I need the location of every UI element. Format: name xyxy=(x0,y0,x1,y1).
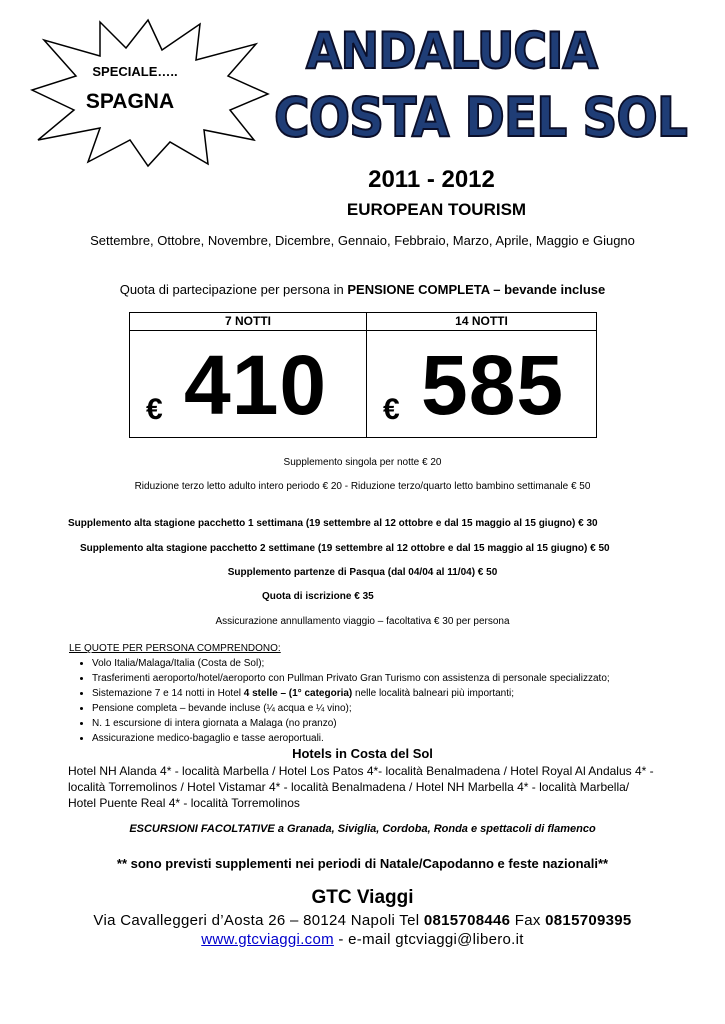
holiday-notice: ** sono previsti supplementi nei periodi di Natale/Capodanno e feste nazionali** xyxy=(116,856,609,871)
fax-number: 0815709395 xyxy=(545,912,632,929)
hotels-title: Hotels in Costa del Sol xyxy=(292,746,433,761)
company-name: GTC Viaggi xyxy=(311,887,414,908)
include-item: • Assicurazione medico-bagaglio e tasse aeroportuali. xyxy=(92,732,712,746)
price-label: 14 NOTTI xyxy=(367,313,596,331)
supplement-high-1: Supplemento alta stagione pacchetto 1 settimana (19 settembre al 12 ottobre e dal 15 maggio al 15 giugno) € 30 xyxy=(68,518,598,529)
company-contacts: www.gtcviaggi.com - e-mail gtcviaggi@libero.it xyxy=(201,931,524,948)
hotels-list xyxy=(68,763,668,811)
website-link[interactable]: www.gtcviaggi.com xyxy=(201,931,334,948)
company-address: Via Cavalleggeri d’Aosta 26 – 80124 Napoli Tel 0815708446 Fax 0815709395 xyxy=(93,912,632,929)
supplement-single: Supplemento singola per notte € 20 xyxy=(283,457,442,468)
includes-heading: LE QUOTE PER PERSONA COMPRENDONO: xyxy=(69,643,281,654)
phone-number: 0815708446 xyxy=(423,912,511,929)
price-column-14 xyxy=(367,313,596,437)
price-label: 7 NOTTI xyxy=(130,313,366,331)
title-andalucia: ANDALUCIA xyxy=(306,22,598,80)
price-amount: 585 xyxy=(421,338,565,432)
price-amount: 410 xyxy=(184,338,328,432)
include-item: • Sistemazione 7 e 14 notti in Hotel 4 stelle – (1° categoria) nelle località balneari più importanti; xyxy=(92,687,712,701)
registration-fee: Quota di iscrizione € 35 xyxy=(262,591,374,602)
hotels-line: Hotel NH Alanda 4* - località Marbella / Hotel Los Patos 4*- località Benalmadena / Hotel Royal Al Andalus 4* - xyxy=(68,764,654,778)
hotels-line: Hotel Puente Real 4* - località Torremolinos xyxy=(68,796,300,810)
insurance-line: Assicurazione annullamento viaggio – facoltativa € 30 per persona xyxy=(215,616,510,627)
badge-spagna: SPAGNA xyxy=(85,90,175,113)
currency-symbol: € xyxy=(146,393,163,426)
years: 2011 - 2012 xyxy=(368,166,495,193)
includes-list xyxy=(52,656,712,747)
currency-symbol: € xyxy=(383,393,400,426)
include-item: • Pensione completa – bevande incluse (¼ acqua e ¼ vino); xyxy=(92,702,712,716)
title-costa-del-sol: COSTA DEL SOL xyxy=(274,86,687,149)
quota-line: Quota di partecipazione per persona in PENSIONE COMPLETA – bevande incluse xyxy=(119,282,606,297)
subtitle: EUROPEAN TOURISM xyxy=(346,200,527,219)
include-item: • Volo Italia/Malaga/Italia (Costa de Sol); xyxy=(92,657,712,671)
include-item: • Trasferimenti aeroporto/hotel/aeroporto con Pullman Privato Gran Turismo con assistenza di personale specializzato; xyxy=(92,672,712,686)
price-column-7 xyxy=(130,313,367,437)
months-line: Settembre, Ottobre, Novembre, Dicembre, Gennaio, Febbraio, Marzo, Aprile, Maggio e Giugno xyxy=(90,233,635,248)
badge-speciale: SPECIALE….. xyxy=(92,64,178,79)
hotels-line: località Torremolinos / Hotel Vistamar 4* - località Benalmadena / Hotel NH Marbella 4* - località Marbella/ xyxy=(68,780,630,794)
supplement-high-2: Supplemento alta stagione pacchetto 2 settimane (19 settembre al 12 ottobre e dal 15 maggio al 15 giugno) € 50 xyxy=(80,543,610,554)
email-address: gtcviaggi@libero.it xyxy=(395,931,524,948)
supplement-reduction: Riduzione terzo letto adulto intero periodo € 20 - Riduzione terzo/quarto letto bambino settimanale € 50 xyxy=(134,481,591,492)
price-table xyxy=(129,312,597,438)
include-item: • N. 1 escursione di intera giornata a Malaga (no pranzo) xyxy=(92,717,712,731)
supplement-easter: Supplemento partenze di Pasqua (dal 04/04 al 11/04) € 50 xyxy=(227,567,498,578)
excursions-line: ESCURSIONI FACOLTATIVE a Granada, Siviglia, Cordoba, Ronda e spettacoli di flamenco xyxy=(129,823,596,835)
